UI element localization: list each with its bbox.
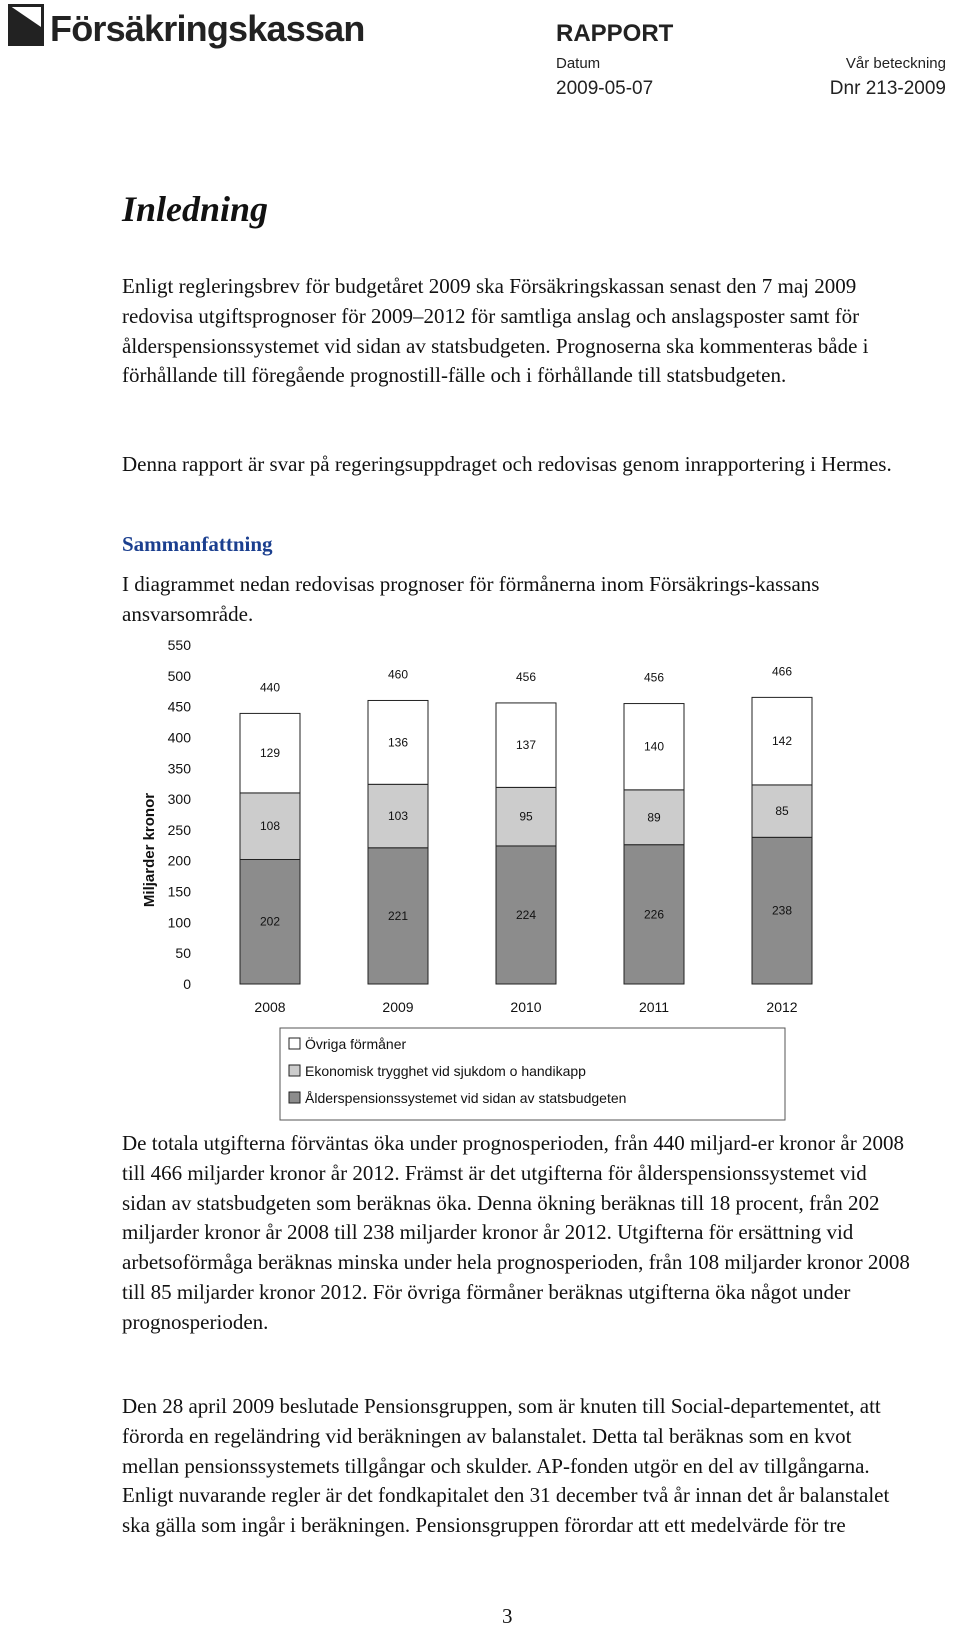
segment-value-label: 238 [771,903,793,918]
y-tick-label: 250 [167,821,191,838]
legend-swatch [289,1092,300,1103]
bar-total-label: 466 [771,664,793,679]
brand-name: Försäkringskassan [50,8,365,49]
segment-value-label: 224 [515,907,537,922]
y-tick-label: 150 [167,883,191,900]
x-tick-label: 2009 [382,999,414,1015]
bar-total-label: 440 [259,680,281,695]
y-tick-label: 100 [167,914,191,931]
segment-value-label: 140 [643,739,665,754]
section-heading-summary: Sammanfattning [122,532,273,556]
report-label: RAPPORT [556,20,674,47]
bar-total-label: 456 [515,669,537,684]
x-tick-label: 2008 [254,999,286,1015]
assignment-paragraph: Denna rapport är svar på regeringsuppdraget och redovisas genom inrapportering i Hermes. [122,452,892,476]
y-tick-label: 0 [183,976,191,992]
x-axis-ticks [254,999,797,1015]
segment-value-label: 89 [647,810,661,825]
forecast-paragraph: De totala utgifterna förväntas öka under prognosperioden, från 440 miljard-er kronor år 2008 till 466 miljarder kronor år 2012. Främst är det utgifterna för ålderspensionssystemet vid sidan av statsbudgeten som beräknas öka. Denna ökning beräknas till 18 procent, från 202 miljarder kronor år 2008 till 238 miljarder kronor år 2012. Utgifterna för ersättning vid arbetsoförmåga beräknas minska under hela prognosperioden, från 108 miljarder kronor 2008 till 85 miljarder kronor 2012. För övriga förmåner beräknas utgifterna öka något under prognosperioden. [122,1131,910,1334]
segment-value-label: 108 [259,819,281,834]
intro-paragraph: Enligt regleringsbrev för budgetåret 2009 ska Försäkringskassan senast den 7 maj 2009 redovisa utgiftsprognoser för 2009–2012 för samtliga anslag och anslagsposter samt för ålderspensionssystemet vid sidan av statsbudgeten. Prognoserna ska kommenteras både i förhållande till föregående prognostill-fälle och i förhållande till statsbudgeten. [122,274,869,388]
forsakringskassan-logo-icon [8,4,44,46]
y-tick-label: 50 [175,945,191,962]
segment-value-label: 137 [515,738,537,753]
legend-entry-label: Ålderspensionssystemet vid sidan av statsbudgeten [305,1090,627,1106]
legend-entry-label: Ekonomisk trygghet vid sjukdom o handikapp [305,1063,586,1079]
legend-entry-label: Övriga förmåner [305,1036,407,1052]
y-tick-label: 350 [167,760,191,777]
reference-value: Dnr 213-2009 [829,78,946,99]
pension-group-paragraph: Den 28 april 2009 beslutade Pensionsgruppen, som är knuten till Social-departementet, att förorda en regeländring vid beräkningen av balanstalet. Detta tal beräknas som en kvot mellan pensionssystemets tillgångar och skulder. AP-fonden utgör en del av tillgångarna. Enligt nuvarande regler är det fondkapitalet den 31 december två år innan det år balanstalet ska gälla som ingår i beräkningen. Pensionsgruppen förordar att ett medelvärde för tre [122,1394,890,1538]
date-label: Datum [556,55,601,72]
bar-total-label: 460 [387,667,409,682]
reference-label: Vår beteckning [845,55,946,72]
y-axis-ticks [168,640,192,992]
y-tick-label: 450 [167,698,191,715]
y-tick-label: 500 [167,667,191,684]
segment-value-label: 85 [775,804,789,819]
x-tick-label: 2012 [766,999,798,1015]
y-axis-label: Miljarder kronor [141,792,158,908]
y-tick-label: 300 [167,791,191,808]
segment-value-label: 142 [771,734,793,749]
legend-swatch [289,1038,300,1049]
date-value: 2009-05-07 [556,78,654,99]
legend-swatch [289,1065,300,1076]
stacked-bar-chart [0,640,960,1130]
segment-value-label: 129 [259,746,281,761]
page-heading: Inledning [122,189,269,229]
segment-value-label: 103 [387,809,409,824]
segment-value-label: 202 [259,914,281,929]
chart-intro-paragraph: I diagrammet nedan redovisas prognoser för förmånerna inom Försäkrings-kassans ansvarsområde. [122,572,820,626]
chart-legend [280,1028,785,1120]
x-tick-label: 2011 [638,999,670,1015]
segment-value-label: 95 [519,809,533,824]
x-tick-label: 2010 [510,999,542,1015]
segment-value-label: 226 [643,907,665,922]
chart-bars [240,664,812,984]
page-number: 3 [502,1604,513,1628]
y-tick-label: 400 [167,729,191,746]
bar-total-label: 456 [643,670,665,685]
segment-value-label: 221 [387,908,409,923]
y-tick-label: 550 [167,640,191,653]
y-tick-label: 200 [167,852,191,869]
segment-value-label: 136 [387,735,409,750]
